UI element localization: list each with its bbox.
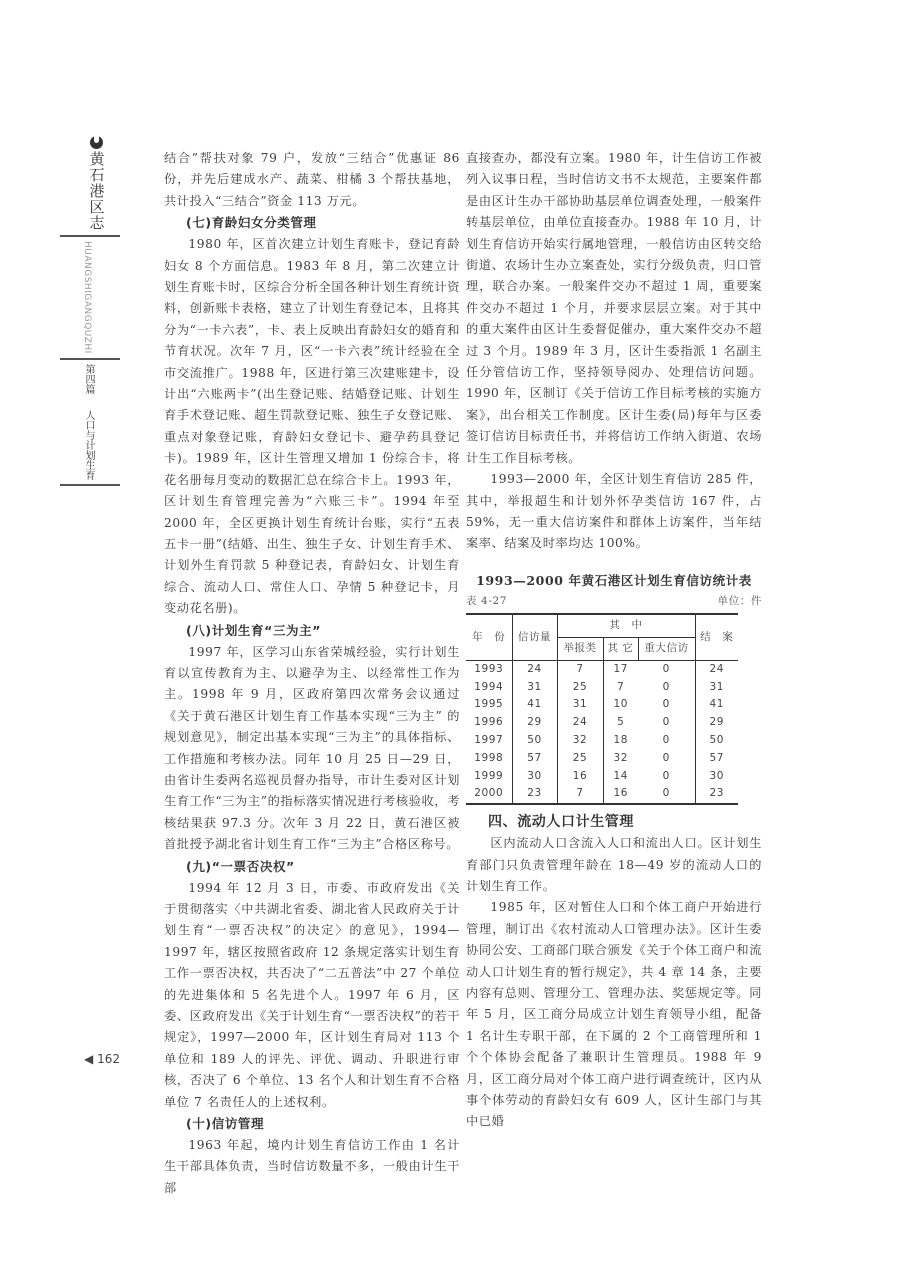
cell-volume: 24 (512, 660, 557, 678)
table-number: 表 4-27 (466, 594, 508, 607)
cell-volume: 23 (512, 785, 557, 804)
section-heading: (十)信访管理 (186, 1116, 265, 1132)
cell-year: 1997 (474, 733, 504, 746)
book-title: 黄石港区志 (87, 151, 106, 231)
cell-report: 25 (557, 679, 603, 697)
divider (60, 484, 120, 486)
part-title: 人口与计划生育 (83, 409, 94, 480)
table-row (466, 750, 738, 768)
divider (60, 358, 120, 360)
cell-other: 14 (603, 768, 638, 786)
cell-other: 18 (603, 732, 638, 750)
page-number (84, 1052, 120, 1066)
cell-closed: 57 (695, 750, 738, 768)
book-header (65, 136, 127, 231)
cell-report: 7 (557, 785, 603, 804)
cell-major: 0 (662, 751, 670, 764)
cell-year: 1996 (474, 716, 504, 729)
table-unit: 单位：件 (717, 594, 762, 607)
paragraph: 1994 年 12 月 3 日，市委、市政府发出《关于贯彻落实〈中共湖北省委、湖北省人民政府关于计划生育“一票否决权”的决定〉的意见》，1994—1997 年，辖区按照省政府 12 条规定落实计划生育工作一票否决权，共否决了“二五普法”中 27 个单位的先进集体和 5 名先进个人。1997 年 6 月，区委、区政府发出《关于计划生育“一票否决权”的若干规定》，1997—2000 年，区计划生育局对 113 个单位和 189 人的评先、评优、调动、升职进行审核，否决了 6 个单位、13 名个人和计划生育不合格单位 7 名责任人的上述权利。 (164, 880, 460, 1109)
sidebar (60, 136, 122, 490)
table-row (466, 768, 738, 786)
cell-other: 7 (603, 679, 638, 697)
header-major: 重大信访 (638, 637, 695, 660)
cell-volume: 29 (512, 714, 557, 732)
cell-other: 32 (603, 750, 638, 768)
header-volume: 信访量 (512, 614, 557, 661)
header-closed: 结 案 (695, 614, 738, 661)
page-number-value: 162 (97, 1052, 120, 1066)
cell-major: 0 (662, 716, 670, 729)
cell-closed: 29 (695, 714, 738, 732)
table-row (466, 679, 738, 697)
section-heading: (八)计划生育“三为主” (186, 622, 322, 638)
cell-year: 1993 (474, 662, 504, 675)
cell-other: 17 (603, 660, 638, 678)
table-title: 1993—2000 年黄石港区计划生育信访统计表 (476, 572, 752, 588)
cell-major: 0 (662, 662, 670, 675)
cell-other: 5 (603, 714, 638, 732)
table-row (466, 696, 738, 714)
cell-report: 24 (557, 714, 603, 732)
table-meta (466, 593, 762, 609)
paragraph: 1985 年，区对暂住人口和个体工商户开始进行管理，制订出《农村流动人口管理办法》。区计生委协同公安、工商部门联合颁发《关于个体工商户和流动人口计划生育的暂行规定》，共 4 章 14 条，主要内容有总则、管理分工、管理办法、奖惩规定等。同年 5 月，区工商分局成立计划生育领导小组，配备 1 名计生专职干部，在下属的 2 个工商管理所和 1 个个体协会配备了兼职计生管理员。1988 年 9 月，区工商分局对个体工商户进行调查统计，区内从事个体劳动的育龄妇女有 609 人，区计生部门与其中已婚 (466, 900, 762, 1129)
book-title-latin: HUANGSHIGANGQUZHI (82, 241, 92, 354)
header-among: 其 中 (557, 614, 695, 638)
cell-closed: 23 (695, 785, 738, 804)
cell-closed: 30 (695, 768, 738, 786)
paragraph: 直接查办，都没有立案。1980 年，计生信访工作被列入议事日程，当时信访文书不太规范，主要案件都是由区计生办干部协助基层单位调查处理，一般案件转基层单位，由单位直接查办。1988 年 10 月，计划生育信访开始实行属地管理，一般信访由区转交给街道、农场计生办立案查处，实行分级负责，归口管理，联合办案。一般案件交办不超过 1 周，重要案件交办不超过 1 个月，并要求层层立案。对于其中的重大案件由区计生委督促催办，重大案件交办不超过 3 个月。1989 年 3 月，区计生委指派 1 名副主任分管信访工作，坚持领导阅办、处理信访问题。1990 年，区制订《关于信访工作目标考核的实施方案》，出台相关工作制度。区计生委(局)每年与区委签订信访目标责任书，并将信访工作纳入街道、农场计生工作目标考核。 (466, 151, 762, 465)
cell-year: 2000 (466, 785, 512, 804)
cell-volume: 31 (512, 679, 557, 697)
paragraph: 区内流动人口含流入人口和流出人口。区计划生育部门只负责管理年龄在 18—49 岁的流动人口的计划生育工作。 (466, 836, 762, 893)
cell-major: 0 (662, 680, 670, 693)
book-logo-icon (90, 136, 103, 149)
header-report: 举报类 (557, 637, 603, 660)
cell-closed: 31 (695, 679, 738, 697)
cell-major: 0 (662, 733, 670, 746)
header-year: 年 份 (466, 614, 512, 661)
cell-major: 0 (638, 785, 695, 804)
cell-major: 0 (662, 769, 670, 782)
cell-volume: 41 (512, 696, 557, 714)
section-heading: (七)育龄妇女分类管理 (186, 215, 317, 231)
cell-major: 0 (662, 698, 670, 711)
part-label: 第四篇 (83, 363, 94, 394)
cell-volume: 30 (512, 768, 557, 786)
cell-report: 25 (557, 750, 603, 768)
left-column (164, 148, 460, 1199)
cell-volume: 50 (512, 732, 557, 750)
cell-year: 1995 (474, 698, 504, 711)
cell-other: 16 (603, 785, 638, 804)
cell-closed: 41 (695, 696, 738, 714)
paragraph: 1993—2000 年，全区计划生育信访 285 件，其中，举报超生和计划外怀孕类信访 167 件，占 59%，无一重大信访案件和群体上访案件，当年结案率、结案及时率均达 100%。 (466, 472, 762, 551)
cell-year: 1999 (474, 769, 504, 782)
cell-report: 7 (557, 660, 603, 678)
table-row (466, 785, 738, 804)
cell-report: 32 (557, 732, 603, 750)
cell-year: 1998 (474, 751, 504, 764)
table-row (466, 714, 738, 732)
cell-report: 16 (557, 768, 603, 786)
cell-closed: 50 (695, 732, 738, 750)
statistics-table (466, 613, 738, 805)
paragraph: 结合”帮扶对象 79 户，发放“三结合”优惠证 86 份，并先后建成水产、蔬菜、柑橘 3 个帮扶基地，共计投入“三结合”资金 113 万元。 (164, 151, 460, 208)
cell-volume: 57 (512, 750, 557, 768)
paragraph: 1963 年起，境内计划生育信访工作由 1 名计生干部具体负责，当时信访数量不多，一般由计生干部 (164, 1138, 460, 1195)
table-row (466, 660, 738, 678)
cell-year: 1994 (474, 680, 504, 693)
header-other: 其 它 (603, 637, 638, 660)
triangle-left-icon: ◀ (84, 1052, 94, 1066)
cell-other: 10 (603, 696, 638, 714)
paragraph: 1997 年，区学习山东省荣城经验，实行计划生育以宣传教育为主、以避孕为主、以经常性工作为主。1998 年 9 月，区政府第四次常务会议通过《关于黄石港区计划生育工作基本实现“三为主” 的规划意见》，制定出基本实现“三为主”的具体指标、工作措施和考核办法。同年 10 月 25 日—29 日，由省计生委两名巡视员督办指导，市计生委对区计划生育工作“三为主”的指标落实情况进行考核验收，考核结果获 97.3 分。次年 3 月 22 日，黄石港区被首批授予湖北省计划生育工作“三为主”合格区称号。 (164, 644, 460, 852)
paragraph: 1980 年，区首次建立计划生育账卡，登记育龄妇女 8 个方面信息。1983 年 8 月，第二次建立计划生育账卡时，区综合分析全国各种计划生育统计资料，创新账卡表格，建立了计划生育登记本，且将其分为“一卡六表”，卡、表上反映出育龄妇女的婚育和节育状况。次年 7 月，区“一卡六表”统计经验在全市交流推广。1988 年，区进行第三次建账建卡，设计出“六账两卡”(出生登记账、结婚登记账、计划生育手术登记账、超生罚款登记账、独生子女登记账、重点对象登记账，育龄妇女登记卡、避孕药具登记卡)。1989 年，区计生管理又增加 1 份综合卡，将花名册每月变动的数据汇总在综合卡上。1993 年，区计划生育管理完善为“六账三卡”。1994 年至 2000 年，全区更换计划生育统计台账，实行“五表五卡一册”(结婚、出生、独生子女、计划生育手术、计划外生育罚款 5 种登记表，育龄妇女、计划生育综合、流动人口、常住人口、孕情 5 种登记卡，月变动花名册)。 (164, 237, 460, 616)
divider (60, 235, 120, 237)
cell-report: 31 (557, 696, 603, 714)
section-heading: (九)“一票否决权” (186, 858, 295, 874)
cell-closed: 24 (695, 660, 738, 678)
right-column (466, 148, 762, 1133)
table-row (466, 732, 738, 750)
chapter-heading: 四、流动人口计生管理 (488, 814, 634, 831)
